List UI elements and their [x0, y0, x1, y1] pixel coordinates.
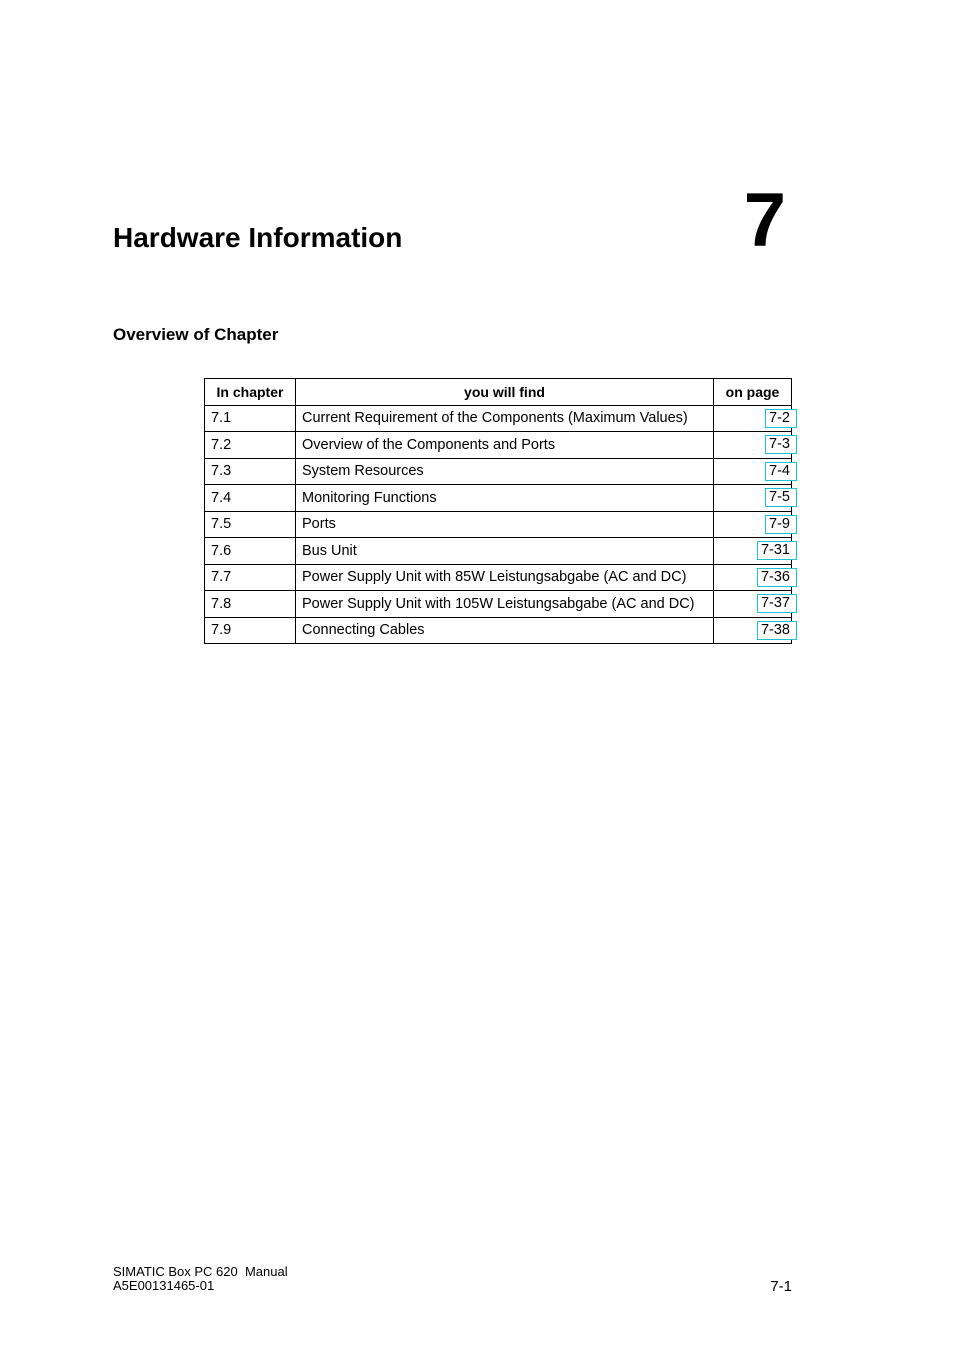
table-row [205, 591, 792, 618]
section-title: Ports [296, 511, 714, 538]
page-cell [714, 538, 792, 565]
section-title: Monitoring Functions [296, 485, 714, 512]
table-header-row [205, 379, 792, 406]
section-number: 7.3 [205, 458, 296, 485]
footer-manual-title: SIMATIC Box PC 620 Manual [113, 1264, 288, 1279]
page-link[interactable]: 7-31 [757, 541, 797, 560]
section-number: 7.4 [205, 485, 296, 512]
chapter-title: Hardware Information [113, 222, 403, 253]
table-row [205, 485, 792, 512]
footer-doc-number: A5E00131465-01 [113, 1278, 215, 1293]
table-row [205, 564, 792, 591]
overview-heading: Overview of Chapter [113, 325, 279, 344]
page-link[interactable]: 7-37 [757, 594, 797, 613]
page-cell [714, 405, 792, 432]
page-link[interactable]: 7-38 [757, 621, 797, 640]
table-row [205, 538, 792, 565]
section-number: 7.7 [205, 564, 296, 591]
header-in-chapter: In chapter [205, 379, 296, 406]
section-title: Current Requirement of the Components (Maximum Values) [296, 405, 714, 432]
table-row [205, 405, 792, 432]
header-on-page: on page [714, 379, 792, 406]
section-number: 7.1 [205, 405, 296, 432]
page-cell [714, 591, 792, 618]
section-number: 7.8 [205, 591, 296, 618]
chapter-contents-table [204, 378, 792, 644]
page-cell [714, 564, 792, 591]
table-row [205, 511, 792, 538]
page-cell [714, 617, 792, 644]
page-link[interactable]: 7-9 [765, 515, 797, 534]
page-link[interactable]: 7-2 [765, 409, 797, 428]
section-title: Power Supply Unit with 105W Leistungsabgabe (AC and DC) [296, 591, 714, 618]
footer-page-number: 7-1 [770, 1278, 792, 1295]
page-link[interactable]: 7-36 [757, 568, 797, 587]
section-title: Power Supply Unit with 85W Leistungsabgabe (AC and DC) [296, 564, 714, 591]
page-link[interactable]: 7-5 [765, 488, 797, 507]
section-title: System Resources [296, 458, 714, 485]
section-number: 7.5 [205, 511, 296, 538]
page-cell [714, 485, 792, 512]
page-link[interactable]: 7-3 [765, 435, 797, 454]
chapter-number: 7 [743, 178, 786, 263]
section-title: Overview of the Components and Ports [296, 432, 714, 459]
page-cell [714, 511, 792, 538]
section-title: Connecting Cables [296, 617, 714, 644]
section-number: 7.2 [205, 432, 296, 459]
table-row [205, 432, 792, 459]
section-number: 7.9 [205, 617, 296, 644]
table-row [205, 458, 792, 485]
header-you-will-find: you will find [296, 379, 714, 406]
section-title: Bus Unit [296, 538, 714, 565]
page-link[interactable]: 7-4 [765, 462, 797, 481]
page-cell [714, 432, 792, 459]
section-number: 7.6 [205, 538, 296, 565]
page-cell [714, 458, 792, 485]
table-row [205, 617, 792, 644]
footer-document-info [113, 1265, 288, 1293]
